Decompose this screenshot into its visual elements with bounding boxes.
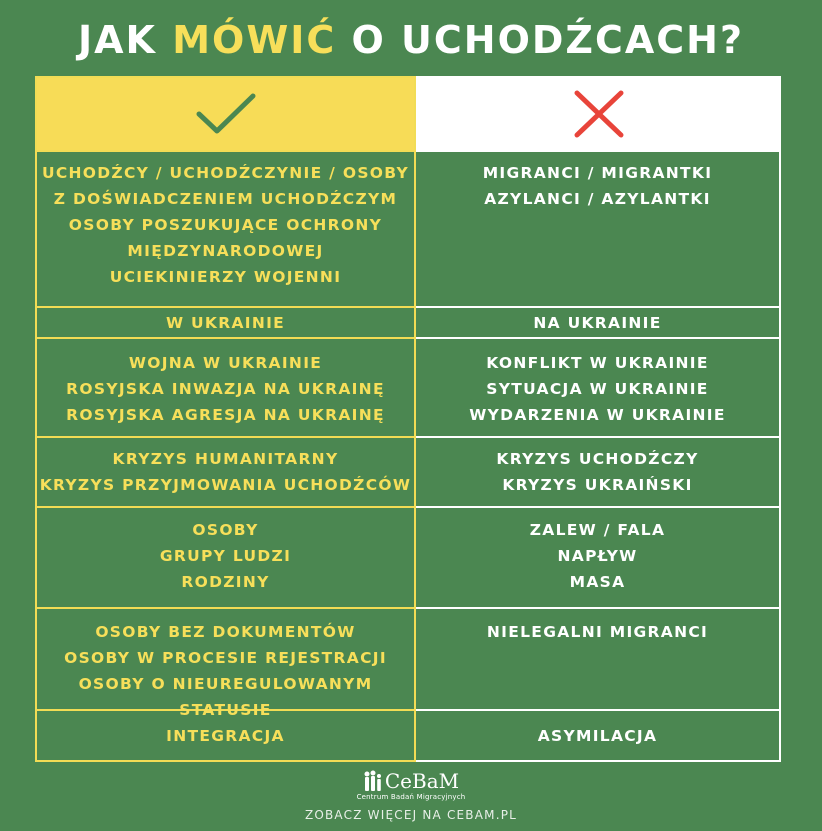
cebam-logo — [0, 768, 822, 801]
incorrect-cell: ASYMILACJA — [416, 711, 781, 762]
correct-cell: KRYZYS HUMANITARNY KRYZYS PRZYJMOWANIA UCHODŹCÓW — [35, 438, 416, 508]
title-highlight: MÓWIĆ — [172, 18, 337, 62]
cross-icon — [573, 89, 625, 139]
people-icon — [363, 770, 383, 792]
correct-cell: OSOBY GRUPY LUDZI RODZINY — [35, 508, 416, 609]
correct-cell: OSOBY BEZ DOKUMENTÓW OSOBY W PROCESIE REJESTRACJI OSOBY O NIEUREGULOWANYM STATUSIE — [35, 609, 416, 711]
incorrect-cell: MIGRANCI / MIGRANTKI AZYLANCI / AZYLANTKI — [416, 152, 781, 308]
comparison-table — [35, 76, 781, 762]
correct-cell: WOJNA W UKRAINIE ROSYJSKA INWAZJA NA UKRAINĘ ROSYJSKA AGRESJA NA UKRAINĘ — [35, 339, 416, 438]
correct-cell: UCHODŹCY / UCHODŹCZYNIE / OSOBY Z DOŚWIADCZENIEM UCHODŹCZYM OSOBY POSZUKUJĄCE OCHRONY MIĘDZYNARODOWEJ UCIEKINIERZY WOJENNI — [35, 152, 416, 308]
incorrect-cell: KRYZYS UCHODŹCZY KRYZYS UKRAIŃSKI — [416, 438, 781, 508]
incorrect-cell: KONFLIKT W UKRAINIE SYTUACJA W UKRAINIE WYDARZENIA W UKRAINIE — [416, 339, 781, 438]
correct-column-header — [35, 76, 416, 152]
page-title: JAK MÓWIĆ O UCHODŹCACH? — [77, 18, 745, 62]
incorrect-cell: NIELEGALNI MIGRANCI — [416, 609, 781, 711]
checkmark-icon — [195, 92, 257, 136]
footer-link-text: ZOBACZ WIĘCEJ NA CEBAM.PL — [304, 808, 518, 822]
correct-cell: W UKRAINIE — [35, 308, 416, 339]
incorrect-cell: NA UKRAINIE — [416, 308, 781, 339]
logo-subtitle: Centrum Badań Migracyjnych — [356, 793, 466, 801]
incorrect-cell: ZALEW / FALA NAPŁYW MASA — [416, 508, 781, 609]
correct-cell: INTEGRACJA — [35, 711, 416, 762]
logo-name: CeBaM — [384, 769, 460, 793]
incorrect-column-header — [416, 76, 781, 152]
